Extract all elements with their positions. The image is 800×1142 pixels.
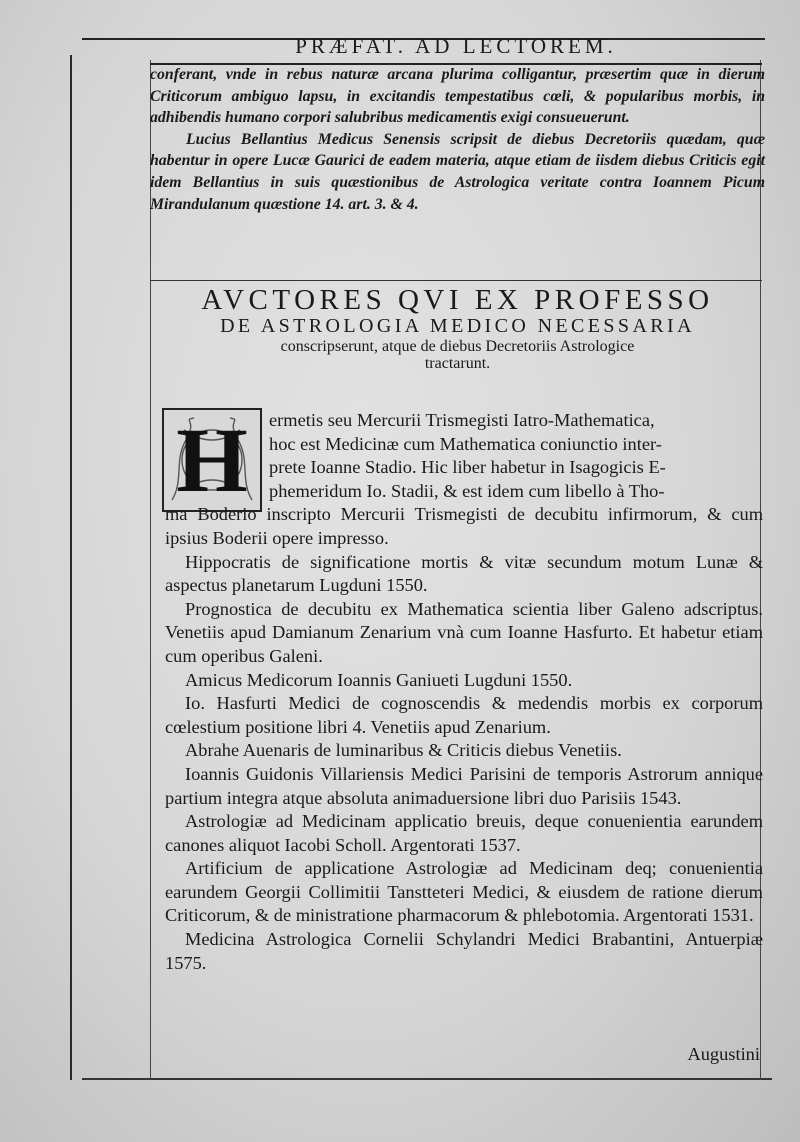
list-item: Io. Hasfurti Medici de cognoscendis & medendis morbis ex corporum cœlestium positione libri 4. Venetiis apud Zenarium. (165, 693, 763, 737)
list-item: Amicus Medicorum Ioannis Ganiueti Lugduni 1550. (185, 669, 573, 690)
list-item: Hippocratis de significatione mortis & vitæ secundum motum Lunæ & aspectus planetarum Lugduni 1550. (165, 551, 763, 596)
heading-line-1: AVCTORES QVI EX PROFESSO (201, 284, 714, 316)
initial-letter: H (176, 409, 248, 511)
list-item: Medicina Astrologica Cornelii Schylandri Medici Brabantini, Antuerpiæ 1575. (165, 929, 763, 973)
preface-paragraph: conferant, vnde in rebus naturæ arcana plurima colligantur, præsertim quæ in dierum Criticorum ambiguo lapsu, in excitandis tempestatibus cœli, & popularibus morbis, in adhibendis humano corpori salubribus medicamentis exigi consueuerunt. (150, 66, 765, 127)
heading-line-2: DE ASTROLOGIA MEDICO NECESSARIA (220, 315, 695, 338)
frame-rule-bottom (82, 1078, 772, 1080)
entry-line: hoc est Medicinæ cum Mathematica coniunctio inter- (269, 433, 662, 454)
list-item: Artificium de applicatione Astrologiæ ad Medicinam deq; conuenientia earundem Georgii Collimitii Tanstteteri Medici, & eiusdem de ratione dierum Criticorum, & de ministratione pharmacorum & phlebotomia. Argentorati 1531. (165, 858, 763, 926)
entry-line: prete Ioanne Stadio. Hic liber habetur in Isagogicis E- (269, 457, 666, 478)
list-item: Ioannis Guidonis Villariensis Medici Parisini de temporis Astrorum annique partium integra atque absoluta animaduersione libri duo Parisiis 1543. (165, 763, 763, 808)
list-item: Abrahe Auenaris de luminaribus & Criticis diebus Venetiis. (185, 740, 622, 761)
catchword: Augustini (687, 1044, 760, 1064)
running-title: PRÆFAT. AD LECTOREM. (295, 34, 617, 58)
italic-preface-text (150, 64, 765, 215)
section-heading (150, 285, 765, 372)
frame-rule-left (70, 55, 72, 1080)
entry-line: phemeridum Io. Stadii, & est idem cum libello à Tho- (269, 480, 665, 501)
entry-line: ermetis seu Mercurii Trismegisti Iatro-Mathematica, (269, 410, 655, 430)
list-item: ma Boderio inscripto Mercurii Trismegisti de decubitu infirmorum, & cum ipsius Boderii opere impresso. (165, 504, 763, 548)
heading-line-3: conscripserunt, atque de diebus Decretoriis Astrologice (280, 337, 635, 355)
bibliography-list (165, 409, 763, 975)
list-item: Prognostica de decubitu ex Mathematica scientia liber Galeno adscriptus. Venetiis apud Damianum Zenarium vnà cum Ioanne Hasfurto. Et habetur etiam cum operibus Galeni. (165, 598, 763, 666)
heading-line-4: tractarunt. (424, 355, 491, 373)
list-item: Astrologiæ ad Medicinam applicatio breuis, deque conuenientia earundem canones aliquot Iacobi Scholl. Argentorati 1537. (165, 811, 763, 855)
section-rule (150, 280, 762, 281)
preface-paragraph: Lucius Bellantius Medicus Senensis scripsit de diebus Decretoriis quædam, quæ habentur in opere Lucæ Gaurici de eadem materia, atque etiam de iisdem diebus Criticis egit idem Bellantius in suis quæstionibus de Astrologica veritate contra Ioannem Picum Mirandulanum quæstione 14. art. 3. & 4. (150, 130, 765, 213)
